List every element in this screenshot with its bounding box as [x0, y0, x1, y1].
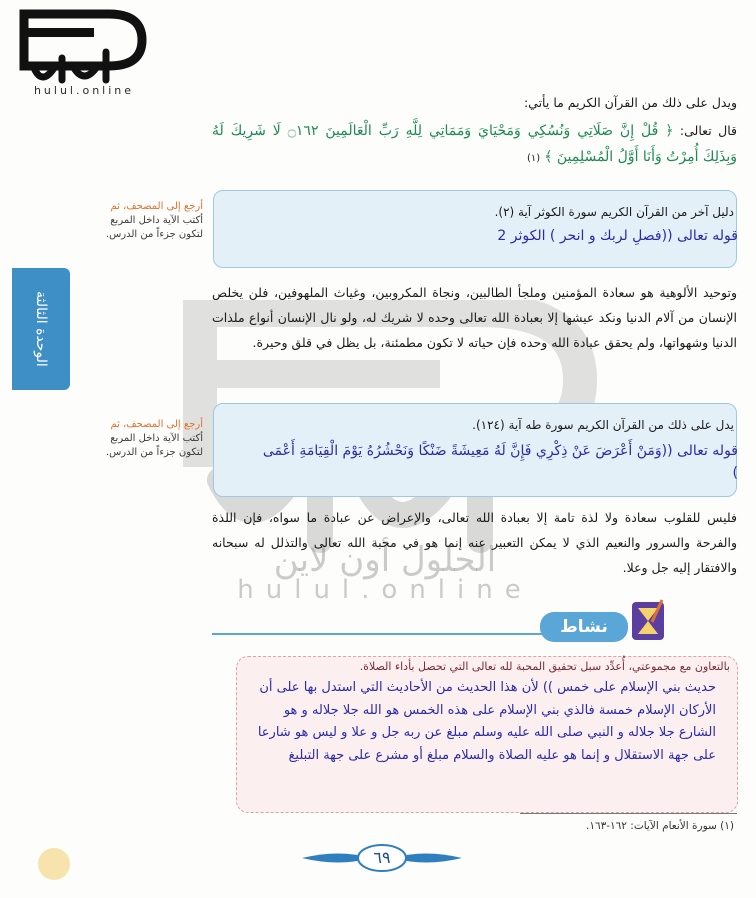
activity-answer[interactable]: حديث بني الإسلام على خمس )) لأن هذا الحديث من الأحاديث التي استدل بها على أن الأركان الإسلام خمسة فالذي بني الإسلام على هذه الخمس هو الله جلا جلاله و هو الشارع جلا جلاله و النبي صلى الله عليه وسلم مبلغ عن ربه جل و علا و ليس هو شارعا على جهة الاستقلال و إنما هو عليه الصلاة والسلام مبلغ أو مشرع على جهة التبليغ — [257, 680, 716, 763]
verse-text: ﴿ قُلْ إِنَّ صَلَاتِي وَنُسُكِي وَمَحْيَايَ وَمَمَاتِي لِلَّهِ رَبِّ الْعَالَمِينَ ۝١٦٢ لَا شَرِيكَ لَهُ وَبِذَلِكَ أُمِرْتُ وَأَنَا أَوَّلُ الْمُسْلِمِينَ ﴾ — [212, 123, 737, 165]
paragraph-2: فليس للقلوب سعادة ولا لذة تامة إلا بعبادة الله تعالى، والإعراض عن عبادة ما سواه، فإن اللذة والفرحة والسرور والنعيم الذي لا يمكن التعبير عنه إنما هو في محبة الله تعالى والتذلل له سبحانه والافتقار إليه جل وعلا. — [212, 510, 737, 575]
verse-box-2-title: يدل على ذلك من القرآن الكريم سورة طه آية (١٢٤). — [472, 418, 734, 432]
activity-instruction: بالتعاون مع مجموعتي، أُعدِّد سبل تحقيق المحبة لله تعالى التي تحصل بأداء الصلاة. — [359, 660, 730, 673]
footnote: (١) سورة الأنعام الآيات: ١٦٢-١٦٣. — [585, 820, 734, 832]
margin-note-2-line3: لتكون جزءاً من الدرس. — [105, 447, 203, 458]
margin-note-2 — [95, 418, 203, 460]
verse-box-1-answer[interactable]: قوله تعالى ((فصلِ لربك و انحر ) الكوثر 2 — [497, 228, 738, 244]
margin-note-2-line2: أكتب الآية داخل المربع — [110, 433, 203, 444]
margin-note-1-line2: أكتب الآية داخل المربع — [110, 215, 203, 226]
margin-note-1-line3: لتكون جزءاً من الدرس. — [105, 229, 203, 240]
corner-badge-icon — [38, 848, 70, 880]
intro-line: ويدل على ذلك من القرآن الكريم ما يأتي: — [523, 95, 737, 110]
watermark-arabic: الحلول أون لاين — [273, 540, 497, 580]
unit-side-tab-label: الوحدة الثالثة — [33, 291, 49, 367]
page-number: ٦٩ — [373, 848, 391, 867]
watermark-latin: hulul.online — [237, 575, 533, 605]
paragraph-1: وتوحيد الألوهية هو سعادة المؤمنين وملجأ الطالبين، ونجاة المكروبين، وغياث الملهوفين، فلن يخلص الإنسان من آلام الدنيا ونكد عيشها إلا بعبادة الله تعالى وحده لا شريك له، ولو نال الإنسان أنواع ملذات الدنيا وشهواتها، ولم يحقق عبادة الله وحده فإن حياته لا تكون مطمئنة، بل يظل في قلق وحيرة. — [212, 285, 737, 350]
verse-box-1-title: دليل آخر من القرآن الكريم سورة الكوثر آية (٢). — [494, 205, 734, 219]
hourglass-icon — [626, 598, 670, 644]
verse-lead: قال تعالى: — [679, 123, 737, 138]
activity-badge: نشاط — [540, 612, 628, 642]
margin-note-1-line1: أرجع إلى المصحف، ثم — [110, 201, 203, 212]
verse-block — [212, 118, 737, 172]
margin-note-2-line1: أرجع إلى المصحف، ثم — [110, 419, 203, 430]
footnote-marker: (١) — [527, 153, 541, 164]
margin-note-1 — [95, 200, 203, 242]
logo-subtitle: hulul.online — [33, 84, 135, 97]
footnote-divider — [520, 813, 737, 814]
verse-box-2-answer[interactable]: قوله تعالى ((وَمَنْ أَعْرَضَ عَنْ ذِكْرِي فَإِنَّ لَهُ مَعِيشَةً ضَنْكًا وَنَحْشُرُهُ يَوْمَ الْقِيَامَةِ أَعْمَى ) — [262, 443, 738, 481]
